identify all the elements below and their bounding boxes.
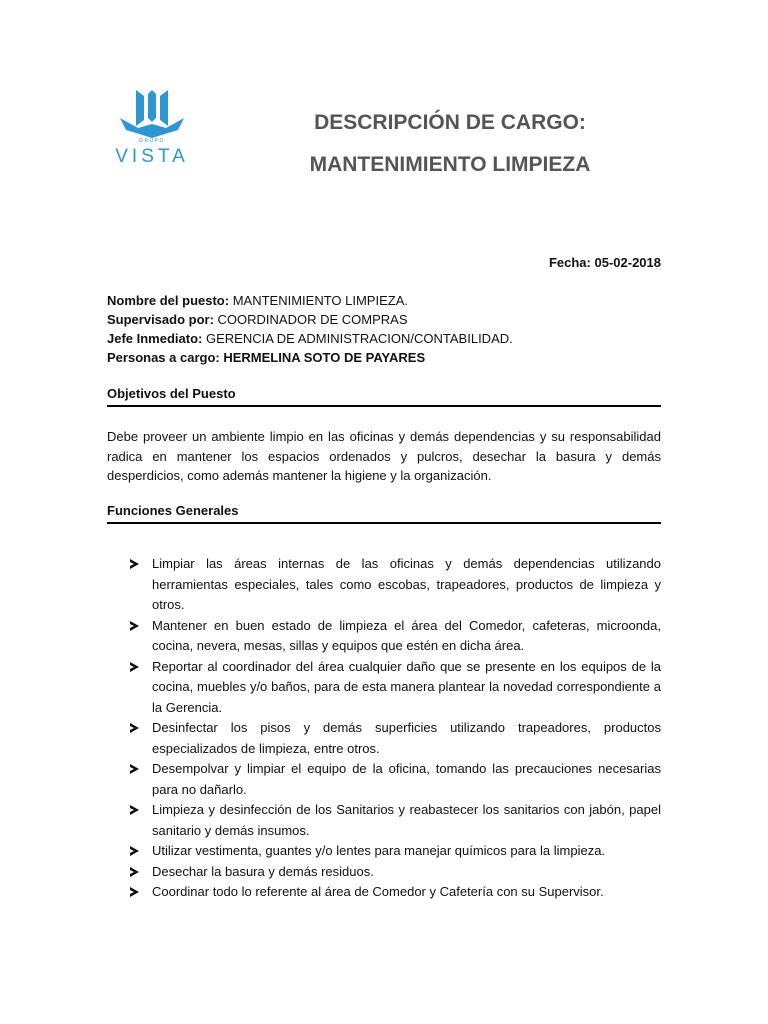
list-item xyxy=(130,616,661,657)
list-item-text: Desinfectar los pisos y demás superficies utilizando trapeadores, productos especializados de limpieza, entre otros. xyxy=(152,720,661,756)
info-value: HERMELINA SOTO DE PAYARES xyxy=(223,350,426,365)
list-item xyxy=(130,657,661,719)
arrow-bullet-icon xyxy=(130,846,139,856)
list-item-text: Desechar la basura y demás residuos. xyxy=(152,863,374,879)
date-label: Fecha: xyxy=(548,255,591,270)
list-item xyxy=(130,882,661,903)
info-label: Jefe Inmediato: xyxy=(107,331,203,346)
document-title-line-2: MANTENIMIENTO LIMPIEZA xyxy=(309,153,591,176)
document-title-line-1: DESCRIPCIÓN DE CARGO: xyxy=(314,111,586,134)
arrow-bullet-icon xyxy=(130,887,139,897)
date-value: 05-02-2018 xyxy=(594,255,661,270)
list-item-text: Mantener en buen estado de limpieza el área del Comedor, cafeteras, microonda, cocina, nevera, mesas, sillas y equipos que estén en dicha área. xyxy=(152,617,661,653)
arrow-bullet-icon xyxy=(130,723,139,733)
job-info-block xyxy=(107,291,667,367)
info-row-supervisado xyxy=(107,310,667,329)
objetivos-paragraph: Debe proveer un ambiente limpio en las oficinas y demás dependencias y su responsabilidad radica en mantener los espacios ordenados y pulcros, desechar la basura y demás desperdicios, como además mantener la higiene y la organización. xyxy=(107,429,661,483)
info-row-jefe xyxy=(107,329,667,348)
arrow-bullet-icon xyxy=(130,559,139,569)
info-value: GERENCIA DE ADMINISTRACION/CONTABILIDAD. xyxy=(205,331,513,346)
list-item xyxy=(130,759,661,800)
info-value: COORDINADOR DE COMPRAS xyxy=(217,312,408,327)
info-row-personas xyxy=(107,348,667,367)
list-item xyxy=(130,554,661,616)
info-value: MANTENIMIENTO LIMPIEZA. xyxy=(232,293,408,308)
list-item-text: Desempolvar y limpiar el equipo de la oficina, tomando las precauciones necesarias para no dañarlo. xyxy=(152,761,661,797)
list-item xyxy=(130,718,661,759)
list-item-text: Limpiar las áreas internas de las oficinas y demás dependencias utilizando herramientas especiales, tales como escobas, trapeadores, productos de limpieza y otros. xyxy=(152,556,661,612)
company-logo xyxy=(114,88,190,178)
info-label: Supervisado por: xyxy=(107,312,214,327)
section-heading-funciones: Funciones Generales xyxy=(107,503,661,524)
info-label: Nombre del puesto: xyxy=(107,293,230,308)
arrow-bullet-icon xyxy=(130,662,139,672)
funciones-list xyxy=(130,554,661,903)
list-item xyxy=(130,862,661,883)
section-heading-objetivos: Objetivos del Puesto xyxy=(107,386,661,407)
logo-grupo-text: GRUPO xyxy=(139,138,165,144)
info-row-nombre xyxy=(107,291,667,310)
list-item-text: Utilizar vestimenta, guantes y/o lentes para manejar químicos para la limpieza. xyxy=(152,843,606,858)
list-item xyxy=(130,800,661,841)
info-label: Personas a cargo: xyxy=(107,350,220,365)
arrow-bullet-icon xyxy=(130,764,139,774)
list-item xyxy=(130,841,661,862)
list-item-text: Limpieza y desinfección de los Sanitarios y reabastecer los sanitarios con jabón, papel sanitario y demás insumos. xyxy=(152,802,661,838)
arrow-bullet-icon xyxy=(130,805,139,815)
arrow-bullet-icon xyxy=(130,867,139,877)
logo-wordmark: VISTA xyxy=(115,146,189,167)
arrow-bullet-icon xyxy=(130,621,139,631)
grupo-vista-emblem-icon xyxy=(114,88,190,140)
list-item-text: Coordinar todo lo referente al área de Comedor y Cafetería con su Supervisor. xyxy=(152,884,604,899)
date-field xyxy=(549,255,661,270)
list-item-text: Reportar al coordinador del área cualquier daño que se presente en los equipos de la cocina, muebles y/o baños, para de esta manera plantear la novedad correspondiente a la Gerencia. xyxy=(152,658,661,715)
